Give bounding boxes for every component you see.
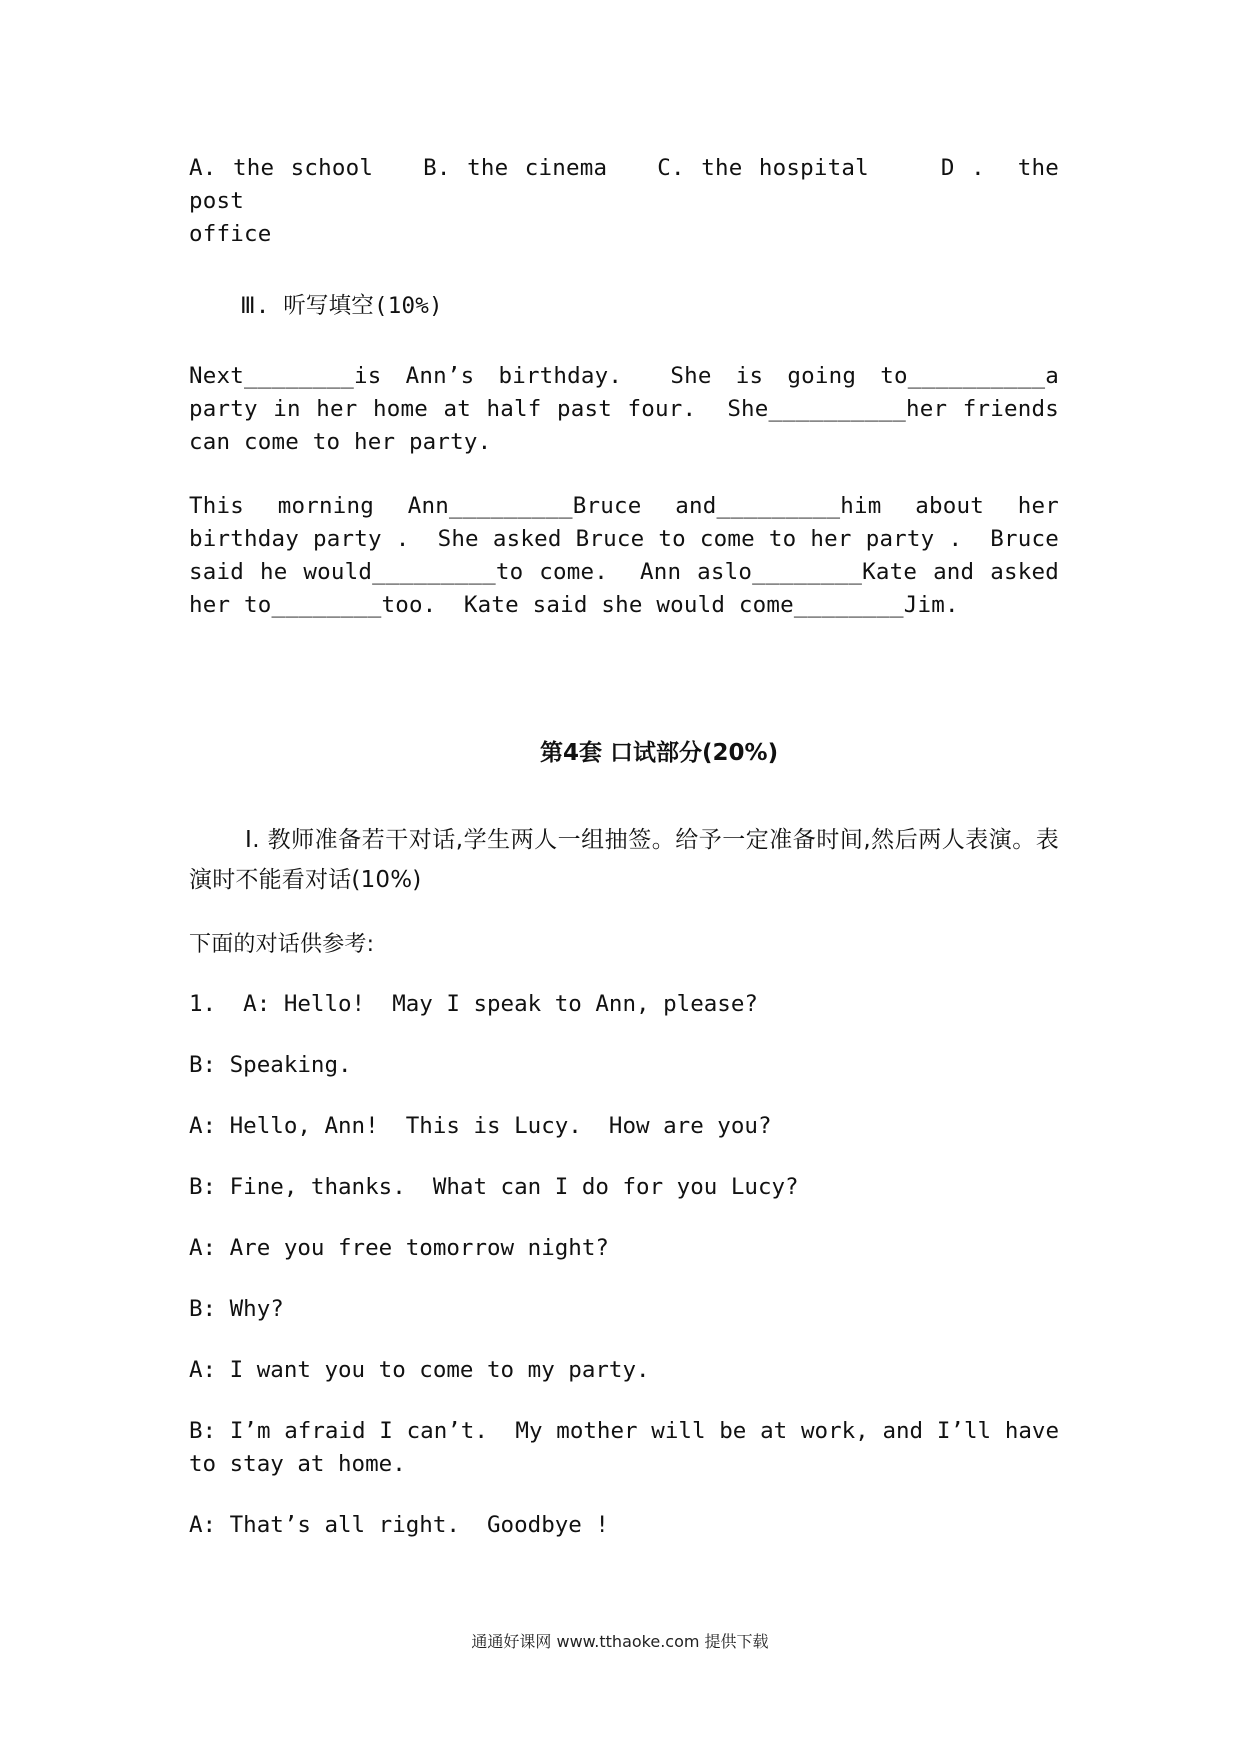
dialogue-line: 1. A: Hello! May I speak to Ann, please?	[189, 991, 758, 1017]
dialogue-line: B: I’m afraid I can’t. My mother will be at work, and I’ll have to stay at home.	[189, 1418, 1073, 1477]
option-b: B. the cinema	[423, 155, 608, 181]
oral-section-title: 第4套 口试部分(20%)	[540, 740, 779, 766]
dialogue-line: B: Why?	[189, 1296, 284, 1322]
reference-label: 下面的对话供参考:	[189, 932, 375, 957]
dictation-paragraph-1: Next________is Ann’s birthday. She is going to__________a party in her home at half past four. She__________her friends can come to her party.	[189, 363, 1073, 455]
option-d-continued: office	[189, 221, 272, 247]
answer-options	[189, 152, 1073, 251]
option-c: C. the hospital	[657, 155, 869, 181]
option-d: D . the post	[189, 155, 1073, 214]
dialogue-line: B: Speaking.	[189, 1052, 352, 1078]
dialogue-line: A: That’s all right. Goodbye !	[189, 1512, 609, 1538]
dialogue-line: A: I want you to come to my party.	[189, 1357, 650, 1383]
section-3-heading: Ⅲ. 听写填空(10%)	[240, 293, 443, 319]
dialogue-line: A: Hello, Ann! This is Lucy. How are you?	[189, 1113, 772, 1139]
option-a: A. the school	[189, 155, 374, 181]
dialogue-line: A: Are you free tomorrow night?	[189, 1235, 609, 1261]
dictation-paragraph-2: This morning Ann_________Bruce and_________him about her birthday party . She asked Bruce to come to her party . Bruce said he would_________to come. Ann aslo________Kate and asked her to________too. Kate said she would come________Jim.	[189, 493, 1073, 618]
dialogue-line: B: Fine, thanks. What can I do for you Lucy?	[189, 1174, 799, 1200]
part-1-instructions: Ⅰ. 教师准备若干对话,学生两人一组抽签。给予一定准备时间,然后两人表演。表演时不能看对话(10%)	[189, 827, 1059, 893]
footer-credit: 通通好课网 www.tthaoke.com 提供下载	[471, 1632, 769, 1651]
